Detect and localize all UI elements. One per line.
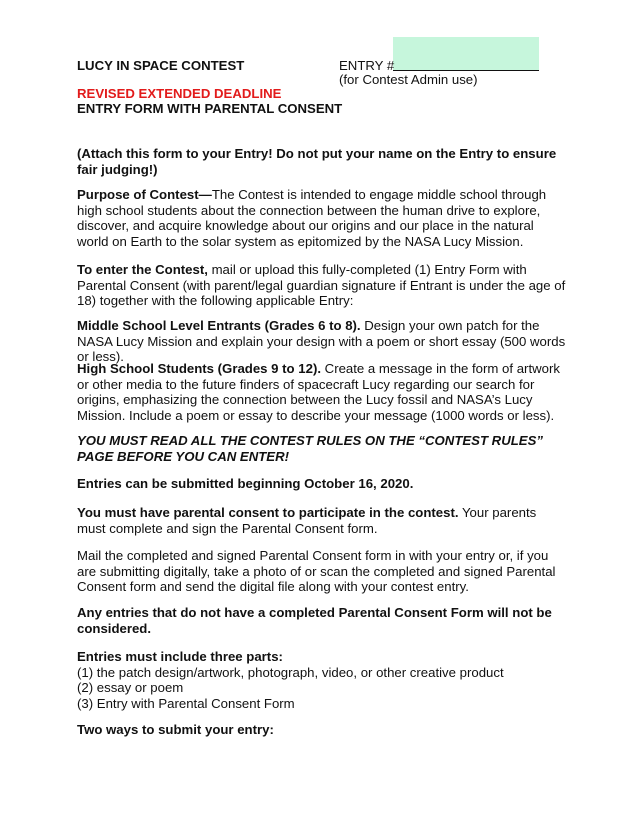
high-school-paragraph [77,361,567,423]
consent-paragraph [77,505,567,536]
purpose-paragraph [77,187,567,249]
form-subtitle: ENTRY FORM WITH PARENTAL CONSENT [77,101,343,116]
entry-number-field[interactable] [393,37,539,71]
two-ways-heading: Two ways to submit your entry: [77,722,274,737]
high-school-text: Create a message in the form of artwork or other media to the future finders of spacecraft Lucy regarding our search for origins, emphasizing the connection between the Lucy fossil and NASA’s Lucy Mission. Include a poem or essay to describe your message (1000 words or less). [77,361,560,423]
mail-paragraph: Mail the completed and signed Parental Consent form in with your entry or, if you are submitting digitally, take a photo of or scan the completed and signed Parental Consent form and send the digital file along with your contest entry. [77,548,556,595]
consent-text: Your parents must complete and sign the Parental Consent form. [77,505,537,536]
middle-school-text: Design your own patch for the NASA Lucy Mission and explain your design with a poem or short essay (500 words or less). [77,318,566,365]
high-school-label: High School Students (Grades 9 to 12). [77,361,322,376]
contest-title: LUCY IN SPACE CONTEST [77,58,245,73]
middle-school-paragraph [77,318,567,365]
revised-deadline-heading: REVISED EXTENDED DEADLINE [77,86,282,101]
not-considered-warning: Any entries that do not have a completed Parental Consent Form will not be considered. [77,605,552,636]
must-read-warning: YOU MUST READ ALL THE CONTEST RULES ON THE “CONTEST RULES” PAGE BEFORE YOU CAN ENTER! [77,433,543,464]
attach-note: (Attach this form to your Entry! Do not put your name on the Entry to ensure fair judging!) [77,146,557,177]
entry-admin-note: (for Contest Admin use) [339,72,478,87]
middle-school-label: Middle School Level Entrants (Grades 6 to 8). [77,318,361,333]
list-item: (3) Entry with Parental Consent Form [77,695,295,711]
list-item: (2) essay or poem [77,680,184,696]
enter-text: mail or upload this fully-completed (1) Entry Form with Parental Consent (with parent/legal guardian signature if Entrant is under the age of 18) together with the following applicable Entry: [77,262,566,309]
list-item: (1) the patch design/artwork, photograph, video, or other creative product [77,664,504,680]
purpose-text: The Contest is intended to engage middle school through high school students about the connection between the human drive to explore, discover, and acquire knowledge about our origins and our place in the natural world on Earth to the solar system as epitomized by the NASA Lucy Mission. [77,187,547,249]
entries-begin-date: Entries can be submitted beginning October 16, 2020. [77,476,414,491]
parts-label: Entries must include three parts: [77,649,283,664]
parts-list [77,649,567,711]
purpose-label: Purpose of Contest— [77,187,212,202]
entry-label: ENTRY # [339,58,395,73]
consent-label: You must have parental consent to participate in the contest. [77,505,459,520]
enter-label: To enter the Contest, [77,262,208,277]
enter-paragraph [77,262,567,309]
